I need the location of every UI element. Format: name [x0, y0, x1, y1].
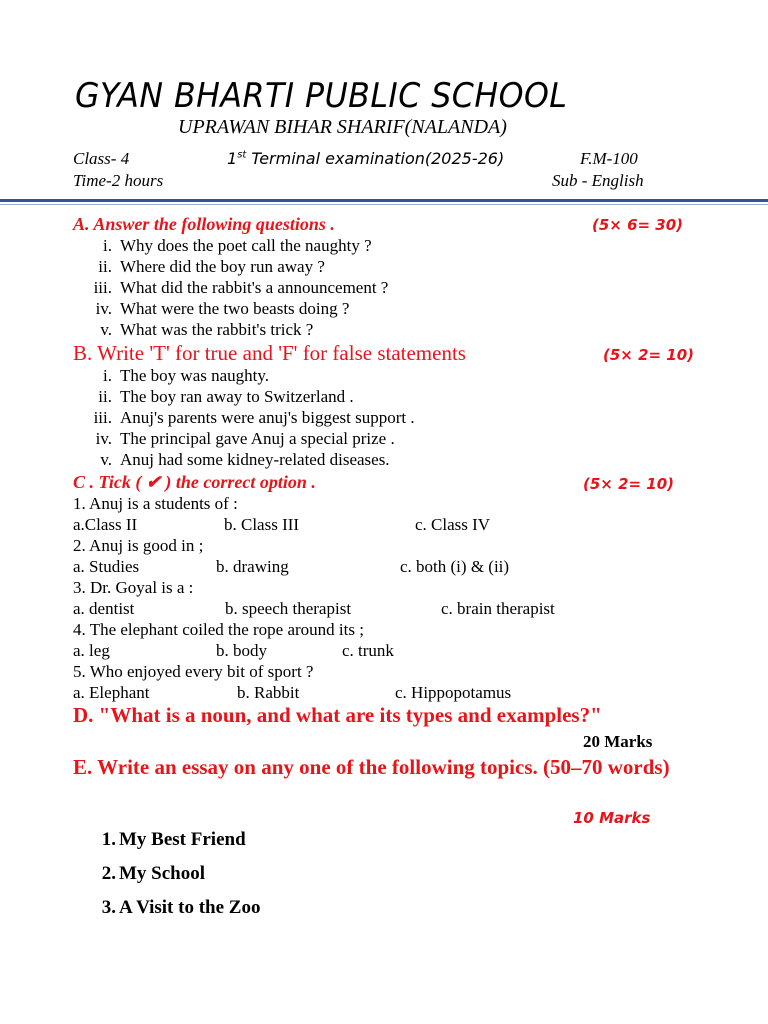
mcq-option: a. Studies [73, 557, 140, 576]
list-item: Where did the boy run away ? [120, 257, 325, 276]
essay-topic: My Best Friend [119, 829, 246, 850]
item-number: iii. [93, 408, 112, 427]
class-label: Class- 4 [73, 149, 130, 168]
section-e-marks: 10 Marks [573, 809, 651, 827]
item-number: v. [100, 320, 112, 339]
list-item: Anuj's parents were anuj's biggest support . [120, 408, 415, 427]
mcq-question: 4. The elephant coiled the rope around its ; [73, 620, 364, 639]
subject-label: Sub - English [552, 171, 644, 190]
list-item: The boy was naughty. [120, 366, 270, 385]
mcq-question: 5. Who enjoyed every bit of sport ? [73, 662, 314, 681]
section-e-title: E. Write an essay on any one of the following topics. (50–70 words) [73, 755, 670, 779]
exam-title [227, 149, 504, 168]
item-number: i. [103, 366, 112, 385]
section-b-marks: (5× 2= 10) [603, 346, 695, 364]
mcq-option: c. trunk [342, 641, 394, 660]
list-item: The principal gave Anuj a special prize . [120, 429, 395, 448]
item-number: v. [100, 450, 112, 469]
mcq-option: c. brain therapist [441, 599, 555, 618]
time-label: Time-2 hours [73, 171, 164, 190]
item-number: ii. [98, 387, 112, 406]
section-a-title: A. Answer the following questions . [73, 214, 335, 234]
mcq-option: c. both (i) & (ii) [400, 557, 510, 576]
exam-title-rest: Terminal examination(2025-26) [246, 149, 505, 168]
topic-number: 1. [101, 829, 116, 850]
exam-superscript: st [237, 149, 247, 161]
mcq-option: c. Class IV [415, 515, 491, 534]
mcq-question: 2. Anuj is good in ; [73, 536, 204, 555]
list-item: Why does the poet call the naughty ? [120, 236, 372, 255]
item-number: iv. [95, 429, 112, 448]
essay-topic: A Visit to the Zoo [119, 897, 261, 918]
school-name: GYAN BHARTI PUBLIC SCHOOL [75, 76, 568, 116]
topic-number: 3. [101, 897, 116, 918]
mcq-option: a. Elephant [73, 683, 150, 702]
header-divider-thin [0, 204, 768, 205]
section-c-marks: (5× 2= 10) [583, 475, 675, 493]
mcq-option: c. Hippopotamus [395, 683, 512, 702]
section-d-title: D. "What is a noun, and what are its types and examples?" [73, 703, 602, 727]
essay-topic: My School [119, 863, 206, 884]
mcq-option: a. dentist [73, 599, 135, 618]
mcq-option: b. body [216, 641, 267, 660]
mcq-option: b. speech therapist [225, 599, 352, 618]
section-b-title: B. Write 'T' for true and 'F' for false statements [73, 341, 466, 365]
header-divider [0, 199, 768, 202]
school-address: UPRAWAN BIHAR SHARIF(NALANDA) [178, 116, 507, 138]
mcq-option: a.Class II [73, 515, 138, 534]
section-a-marks: (5× 6= 30) [592, 216, 684, 234]
topic-number: 2. [101, 863, 116, 884]
section-d-marks: 20 Marks [583, 732, 653, 751]
full-marks: F.M-100 [580, 149, 638, 168]
item-number: iii. [93, 278, 112, 297]
section-c-title: C . Tick ( ✔ ) the correct option . [73, 472, 316, 492]
list-item: What did the rabbit's a announcement ? [120, 278, 389, 297]
list-item: Anuj had some kidney-related diseases. [120, 450, 390, 469]
list-item: The boy ran away to Switzerland . [120, 387, 354, 406]
exam-prefix: 1 [227, 149, 238, 168]
list-item: What were the two beasts doing ? [120, 299, 350, 318]
item-number: i. [103, 236, 112, 255]
mcq-option: b. drawing [216, 557, 289, 576]
mcq-question: 1. Anuj is a students of : [73, 494, 238, 513]
mcq-option: b. Class III [224, 515, 300, 534]
mcq-option: a. leg [73, 641, 110, 660]
mcq-option: b. Rabbit [237, 683, 300, 702]
item-number: iv. [95, 299, 112, 318]
mcq-question: 3. Dr. Goyal is a : [73, 578, 194, 597]
item-number: ii. [98, 257, 112, 276]
list-item: What was the rabbit's trick ? [120, 320, 314, 339]
